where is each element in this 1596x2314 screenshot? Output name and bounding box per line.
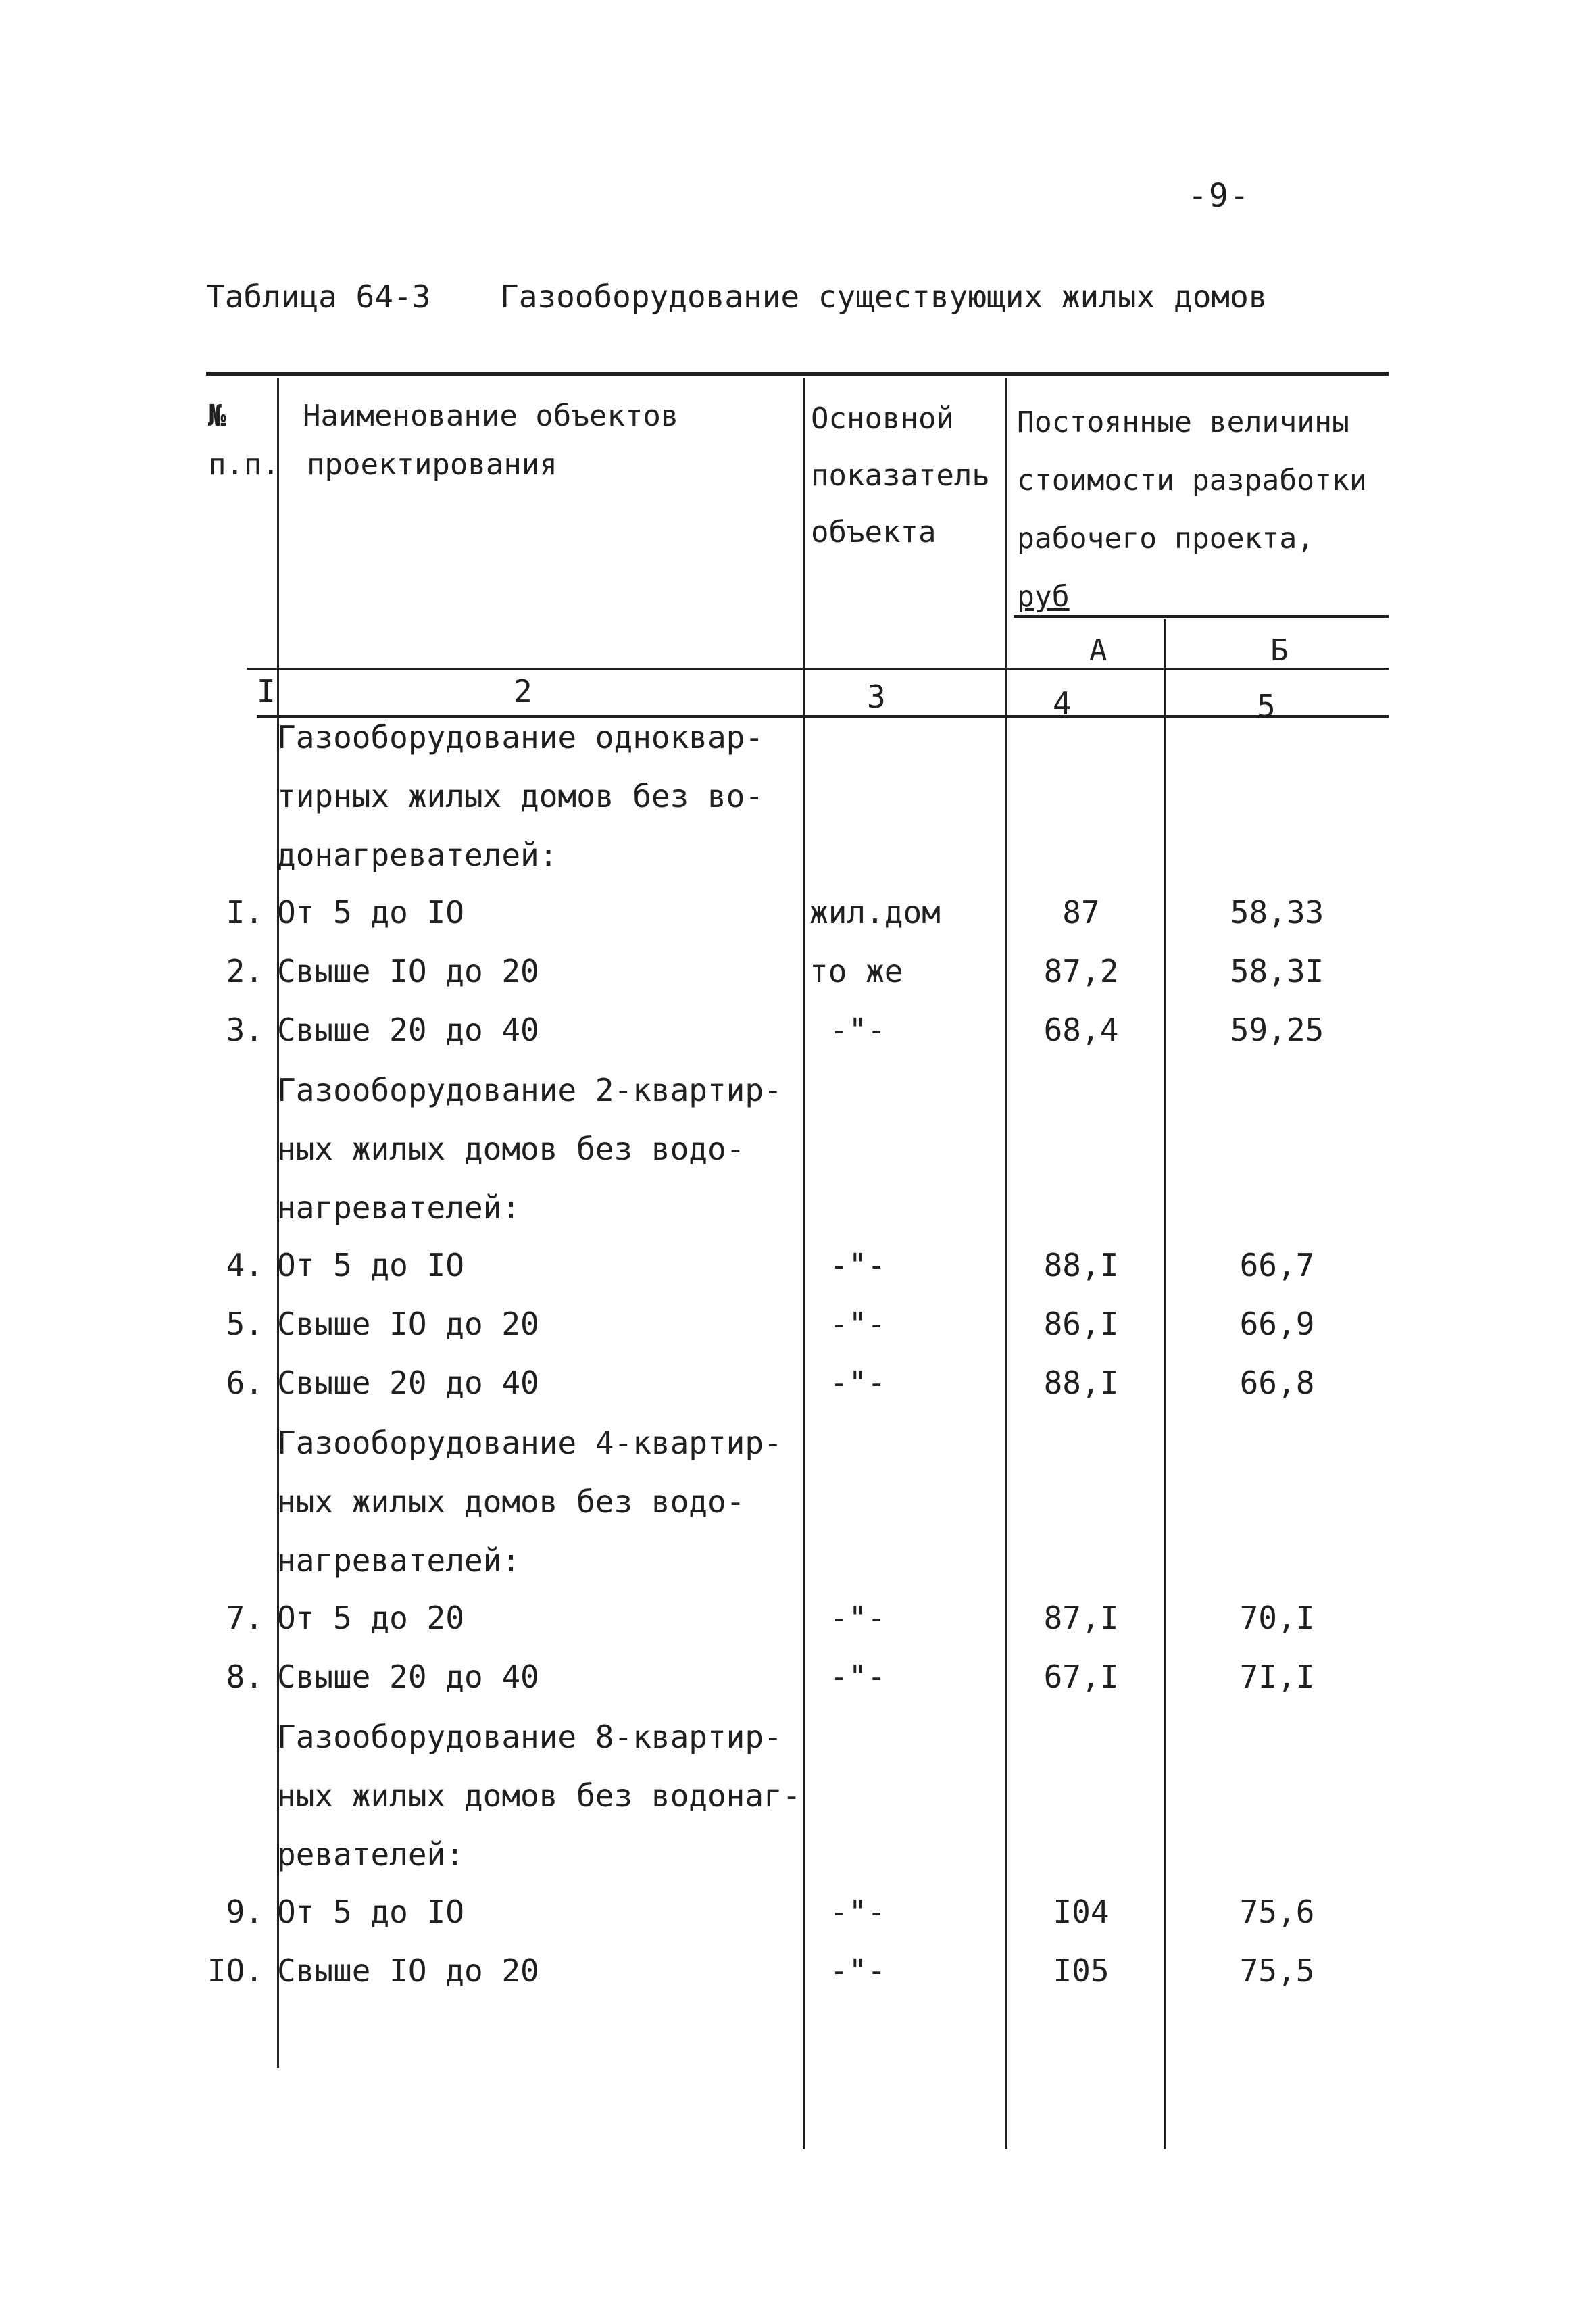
header-col45-line: Постоянные величины bbox=[1017, 405, 1349, 439]
row-number: I. bbox=[226, 894, 264, 931]
row-value-a: 87,2 bbox=[1043, 953, 1119, 989]
row-value-a: 87 bbox=[1062, 894, 1100, 931]
row-object-name: Свыше 20 до 40 bbox=[277, 1364, 539, 1401]
header-col3-line: Основной bbox=[811, 401, 954, 436]
row-object-name: От 5 до IO bbox=[277, 1247, 464, 1283]
col-number-3: 3 bbox=[867, 679, 886, 715]
row-indicator: -"- bbox=[830, 1306, 887, 1342]
row-number: 3. bbox=[226, 1012, 264, 1048]
col-number-1: I bbox=[257, 673, 276, 710]
page-number: -9- bbox=[1188, 177, 1251, 215]
row-number: 9. bbox=[226, 1894, 264, 1930]
row-value-b: 66,9 bbox=[1239, 1306, 1315, 1342]
row-number: 6. bbox=[226, 1364, 264, 1401]
row-value-a: I04 bbox=[1053, 1894, 1109, 1930]
section-title-line: Газооборудование 2-квартир- bbox=[277, 1072, 782, 1108]
row-value-b: 66,7 bbox=[1239, 1247, 1315, 1283]
table-label: Таблица 64-3 bbox=[206, 278, 431, 315]
section-title-line: ных жилых домов без водо- bbox=[277, 1131, 745, 1167]
row-object-name: Свыше IO до 20 bbox=[277, 1306, 539, 1342]
row-value-a: 86,I bbox=[1043, 1306, 1119, 1342]
row-indicator: -"- bbox=[830, 1247, 887, 1283]
section-title-line: нагревателей: bbox=[277, 1189, 521, 1226]
row-number: 5. bbox=[226, 1306, 264, 1342]
row-indicator: -"- bbox=[830, 1012, 887, 1048]
row-value-b: 70,I bbox=[1239, 1600, 1315, 1636]
header-col45-line: руб bbox=[1017, 580, 1070, 614]
row-value-b: 66,8 bbox=[1239, 1364, 1315, 1401]
header-col2-line: проектирования bbox=[307, 447, 557, 482]
section-title-line: донагревателей: bbox=[277, 837, 558, 873]
row-value-b: 59,25 bbox=[1230, 1012, 1324, 1048]
row-object-name: Свыше IO до 20 bbox=[277, 953, 539, 989]
row-indicator: то же bbox=[809, 953, 903, 989]
header-col1-line: п.п. bbox=[208, 447, 280, 482]
row-object-name: Свыше 20 до 40 bbox=[277, 1658, 539, 1695]
row-indicator: жил.дом bbox=[809, 894, 941, 931]
header-col45-line: рабочего проекта, bbox=[1017, 522, 1315, 556]
section-title-line: Газооборудование 4-квартир- bbox=[277, 1425, 782, 1461]
row-value-a: 88,I bbox=[1043, 1247, 1119, 1283]
row-object-name: Свыше 20 до 40 bbox=[277, 1012, 539, 1048]
header-col3-line: показатель bbox=[811, 458, 990, 493]
header-col45-line: стоимости разработки bbox=[1017, 464, 1367, 497]
row-indicator: -"- bbox=[830, 1364, 887, 1401]
row-object-name: От 5 до IO bbox=[277, 894, 464, 931]
table-title: Газооборудование существующих жилых домов bbox=[500, 278, 1268, 315]
col-number-4: 4 bbox=[1053, 685, 1072, 722]
section-title-line: нагревателей: bbox=[277, 1542, 521, 1579]
section-title-line: ных жилых домов без водонаг- bbox=[277, 1777, 801, 1814]
row-number: 4. bbox=[226, 1247, 264, 1283]
header-col1 bbox=[208, 392, 280, 489]
row-indicator: -"- bbox=[830, 1658, 887, 1695]
row-number: 2. bbox=[226, 953, 264, 989]
row-value-b: 75,6 bbox=[1239, 1894, 1315, 1930]
header-sub-a: А bbox=[1089, 633, 1107, 668]
row-value-b: 58,3I bbox=[1230, 953, 1324, 989]
row-object-name: От 5 до 20 bbox=[277, 1600, 464, 1636]
section-title-line: Газооборудование 8-квартир- bbox=[277, 1719, 782, 1755]
row-value-a: 67,I bbox=[1043, 1658, 1119, 1695]
row-indicator: -"- bbox=[830, 1600, 887, 1636]
header-col3 bbox=[811, 391, 990, 561]
section-title-line: тирных жилых домов без во- bbox=[277, 778, 764, 814]
row-value-b: 7I,I bbox=[1239, 1658, 1315, 1695]
header-rule bbox=[247, 668, 1389, 670]
col-number-2: 2 bbox=[514, 673, 532, 710]
row-value-a: 88,I bbox=[1043, 1364, 1119, 1401]
row-value-a: I05 bbox=[1053, 1952, 1109, 1989]
row-value-a: 87,I bbox=[1043, 1600, 1119, 1636]
header-col2 bbox=[303, 392, 678, 489]
section-title-line: ных жилых домов без водо- bbox=[277, 1483, 745, 1520]
row-object-name: Свыше IO до 20 bbox=[277, 1952, 539, 1989]
row-value-b: 58,33 bbox=[1230, 894, 1324, 931]
row-value-a: 68,4 bbox=[1043, 1012, 1119, 1048]
header-col2-line: Наименование объектов bbox=[303, 399, 679, 433]
section-title-line: ревателей: bbox=[277, 1836, 464, 1873]
col-divider-2 bbox=[803, 378, 805, 2149]
section-title-line: Газооборудование однoквар- bbox=[277, 719, 764, 756]
row-indicator: -"- bbox=[830, 1894, 887, 1930]
row-value-b: 75,5 bbox=[1239, 1952, 1315, 1989]
col-number-5: 5 bbox=[1257, 688, 1276, 724]
row-number: 7. bbox=[226, 1600, 264, 1636]
row-number: IO. bbox=[207, 1952, 264, 1989]
header-col1-line: № bbox=[208, 399, 226, 433]
header-col45 bbox=[1017, 393, 1367, 626]
header-col3-line: объекта bbox=[811, 515, 937, 549]
header-sub-b: Б bbox=[1270, 633, 1289, 668]
row-object-name: От 5 до IO bbox=[277, 1894, 464, 1930]
row-number: 8. bbox=[226, 1658, 264, 1695]
col-divider-4 bbox=[1164, 619, 1166, 2149]
row-indicator: -"- bbox=[830, 1952, 887, 1989]
